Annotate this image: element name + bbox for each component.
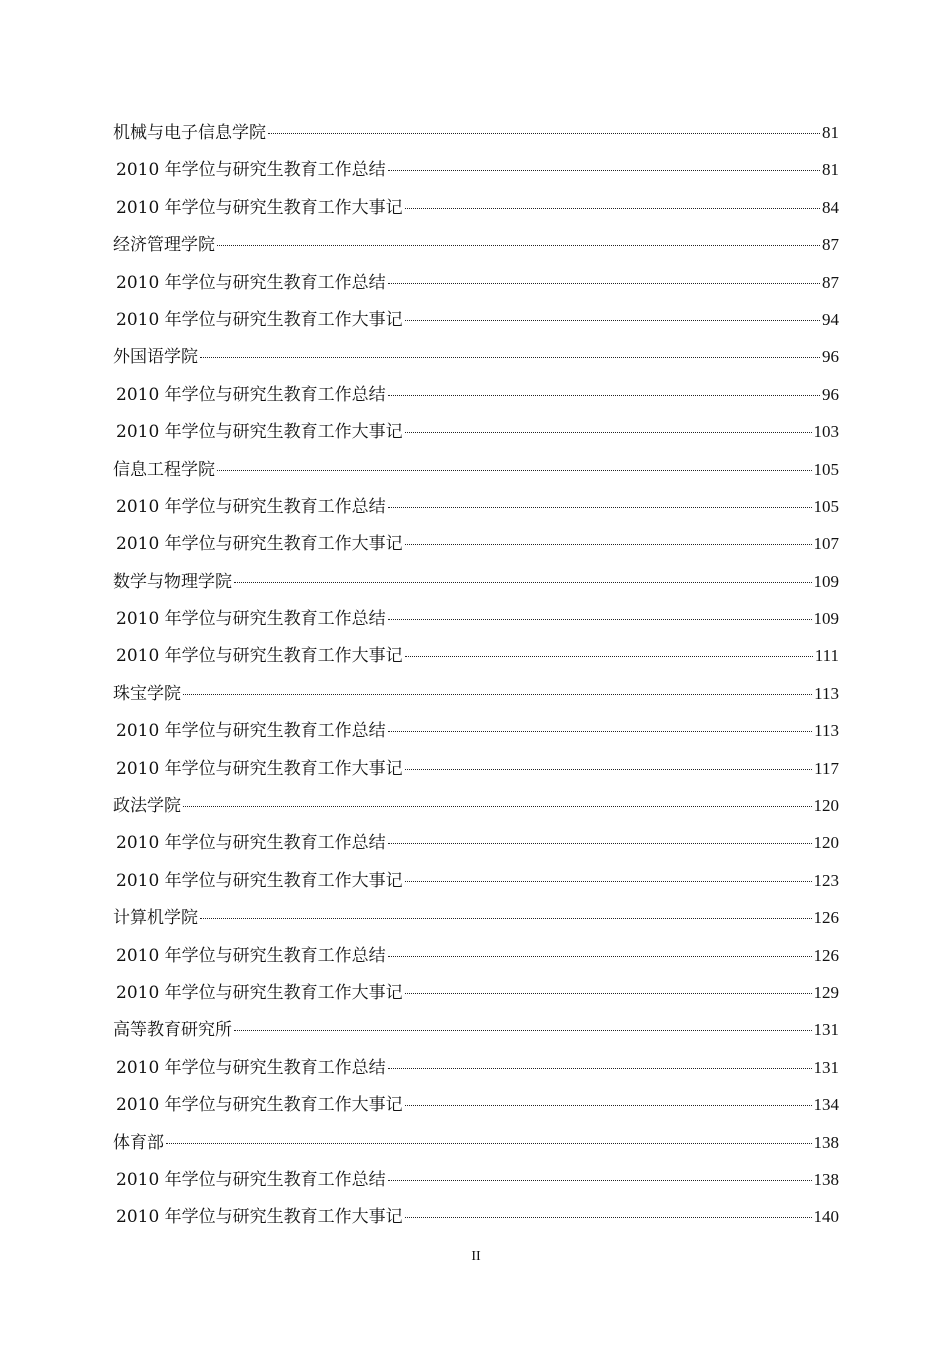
toc-dot-leader (388, 1068, 812, 1069)
toc-entry-page-number: 131 (813, 1020, 839, 1040)
toc-entry-label: 计算机学院 (113, 908, 198, 929)
toc-dot-leader (217, 245, 820, 246)
toc-subsection-entry[interactable] (113, 376, 839, 413)
toc-subsection-entry[interactable] (113, 151, 839, 188)
toc-dot-leader (388, 395, 820, 396)
table-of-contents (113, 114, 839, 1236)
toc-entry-page-number: 138 (813, 1132, 839, 1152)
toc-entry-label: 外国语学院 (113, 347, 198, 368)
toc-dot-leader (388, 731, 812, 732)
toc-entry-label: 2010 年学位与研究生教育工作总结 (116, 609, 386, 630)
toc-entry-page-number: 103 (813, 422, 839, 442)
toc-dot-leader (234, 1030, 812, 1031)
toc-entry-page-number: 138 (813, 1169, 839, 1189)
toc-entry-page-number: 117 (814, 758, 839, 778)
toc-dot-leader (405, 769, 812, 770)
toc-subsection-entry[interactable] (113, 862, 839, 899)
toc-entry-page-number: 129 (813, 982, 839, 1002)
toc-entry-label: 数学与物理学院 (113, 571, 232, 592)
toc-entry-page-number: 113 (814, 721, 839, 741)
toc-section-entry[interactable] (113, 226, 839, 263)
toc-entry-page-number: 113 (814, 683, 839, 703)
toc-entry-label: 2010 年学位与研究生教育工作大事记 (116, 1095, 403, 1116)
toc-section-entry[interactable] (113, 563, 839, 600)
toc-dot-leader (388, 843, 812, 844)
toc-entry-label: 2010 年学位与研究生教育工作大事记 (116, 982, 403, 1003)
toc-subsection-entry[interactable] (113, 525, 839, 562)
toc-entry-page-number: 81 (822, 160, 839, 180)
toc-entry-label: 2010 年学位与研究生教育工作总结 (116, 1057, 386, 1078)
toc-entry-label: 体育部 (113, 1132, 164, 1153)
toc-entry-page-number: 105 (813, 459, 839, 479)
page-number: II (471, 1249, 481, 1264)
toc-entry-page-number: 94 (822, 309, 839, 329)
toc-dot-leader (388, 170, 820, 171)
toc-dot-leader (405, 993, 812, 994)
toc-entry-label: 高等教育研究所 (113, 1020, 232, 1041)
toc-entry-label: 2010 年学位与研究生教育工作大事记 (116, 758, 403, 779)
toc-entry-label: 2010 年学位与研究生教育工作总结 (116, 1169, 386, 1190)
toc-dot-leader (166, 1143, 812, 1144)
toc-entry-label: 政法学院 (113, 796, 181, 817)
toc-subsection-entry[interactable] (113, 824, 839, 861)
toc-entry-page-number: 140 (813, 1207, 839, 1227)
toc-section-entry[interactable] (113, 899, 839, 936)
toc-entry-page-number: 109 (813, 571, 839, 591)
toc-entry-page-number: 81 (822, 123, 839, 142)
toc-dot-leader (268, 133, 820, 134)
toc-dot-leader (200, 918, 812, 919)
toc-entry-label: 2010 年学位与研究生教育工作大事记 (116, 197, 403, 218)
toc-entry-label: 2010 年学位与研究生教育工作总结 (116, 721, 386, 742)
toc-dot-leader (388, 283, 820, 284)
toc-dot-leader (405, 1105, 812, 1106)
toc-subsection-entry[interactable] (113, 1049, 839, 1086)
toc-entry-label: 2010 年学位与研究生教育工作大事记 (116, 870, 403, 891)
toc-dot-leader (183, 694, 812, 695)
toc-dot-leader (405, 656, 813, 657)
toc-entry-page-number: 111 (814, 646, 839, 666)
toc-entry-label: 2010 年学位与研究生教育工作大事记 (116, 1207, 403, 1228)
toc-entry-label: 2010 年学位与研究生教育工作总结 (116, 496, 386, 517)
toc-subsection-entry[interactable] (113, 1198, 839, 1235)
toc-dot-leader (405, 208, 820, 209)
toc-entry-label: 2010 年学位与研究生教育工作大事记 (116, 422, 403, 443)
toc-subsection-entry[interactable] (113, 189, 839, 226)
toc-entry-label: 2010 年学位与研究生教育工作大事记 (116, 534, 403, 555)
toc-subsection-entry[interactable] (113, 488, 839, 525)
toc-dot-leader (405, 320, 820, 321)
toc-entry-label: 2010 年学位与研究生教育工作大事记 (116, 646, 403, 667)
toc-section-entry[interactable] (113, 1124, 839, 1161)
toc-subsection-entry[interactable] (113, 264, 839, 301)
toc-section-entry[interactable] (113, 338, 839, 375)
toc-entry-page-number: 105 (813, 496, 839, 516)
toc-subsection-entry[interactable] (113, 750, 839, 787)
toc-entry-label: 2010 年学位与研究生教育工作总结 (116, 160, 386, 181)
toc-entry-label: 经济管理学院 (113, 235, 215, 256)
toc-dot-leader (200, 357, 820, 358)
toc-entry-page-number: 96 (822, 347, 839, 367)
toc-dot-leader (388, 619, 812, 620)
toc-entry-page-number: 87 (822, 235, 839, 255)
toc-entry-page-number: 87 (822, 272, 839, 292)
toc-dot-leader (234, 582, 812, 583)
toc-entry-page-number: 126 (813, 945, 839, 965)
toc-entry-label: 2010 年学位与研究生教育工作总结 (116, 833, 386, 854)
toc-entry-page-number: 126 (813, 908, 839, 928)
toc-dot-leader (388, 507, 812, 508)
toc-section-entry[interactable] (113, 1011, 839, 1048)
toc-entry-page-number: 84 (822, 197, 839, 217)
toc-dot-leader (183, 806, 812, 807)
toc-dot-leader (405, 1217, 812, 1218)
toc-dot-leader (405, 544, 812, 545)
toc-subsection-entry[interactable] (113, 301, 839, 338)
toc-subsection-entry[interactable] (113, 937, 839, 974)
toc-entry-page-number: 109 (813, 609, 839, 629)
toc-entry-page-number: 134 (813, 1095, 839, 1115)
toc-dot-leader (388, 1180, 812, 1181)
toc-subsection-entry[interactable] (113, 1086, 839, 1123)
toc-subsection-entry[interactable] (113, 413, 839, 450)
toc-entry-label: 信息工程学院 (113, 459, 215, 480)
toc-section-entry[interactable] (113, 114, 839, 151)
toc-entry-page-number: 131 (813, 1057, 839, 1077)
toc-subsection-entry[interactable] (113, 974, 839, 1011)
toc-entry-page-number: 107 (813, 534, 839, 554)
toc-subsection-entry[interactable] (113, 637, 839, 674)
toc-dot-leader (405, 881, 812, 882)
toc-entry-page-number: 123 (813, 870, 839, 890)
toc-dot-leader (405, 432, 812, 433)
toc-subsection-entry[interactable] (113, 712, 839, 749)
toc-entry-label: 2010 年学位与研究生教育工作总结 (116, 272, 386, 293)
toc-section-entry[interactable] (113, 787, 839, 824)
toc-entry-label: 2010 年学位与研究生教育工作总结 (116, 384, 386, 405)
toc-entry-page-number: 96 (822, 384, 839, 404)
toc-dot-leader (388, 956, 812, 957)
toc-section-entry[interactable] (113, 451, 839, 488)
toc-entry-label: 2010 年学位与研究生教育工作大事记 (116, 309, 403, 330)
toc-section-entry[interactable] (113, 675, 839, 712)
toc-entry-label: 机械与电子信息学院 (113, 123, 266, 143)
toc-entry-label: 珠宝学院 (113, 683, 181, 704)
toc-subsection-entry[interactable] (113, 1161, 839, 1198)
toc-dot-leader (217, 470, 812, 471)
toc-entry-page-number: 120 (813, 796, 839, 816)
toc-entry-page-number: 120 (813, 833, 839, 853)
toc-subsection-entry[interactable] (113, 600, 839, 637)
toc-entry-label: 2010 年学位与研究生教育工作总结 (116, 945, 386, 966)
